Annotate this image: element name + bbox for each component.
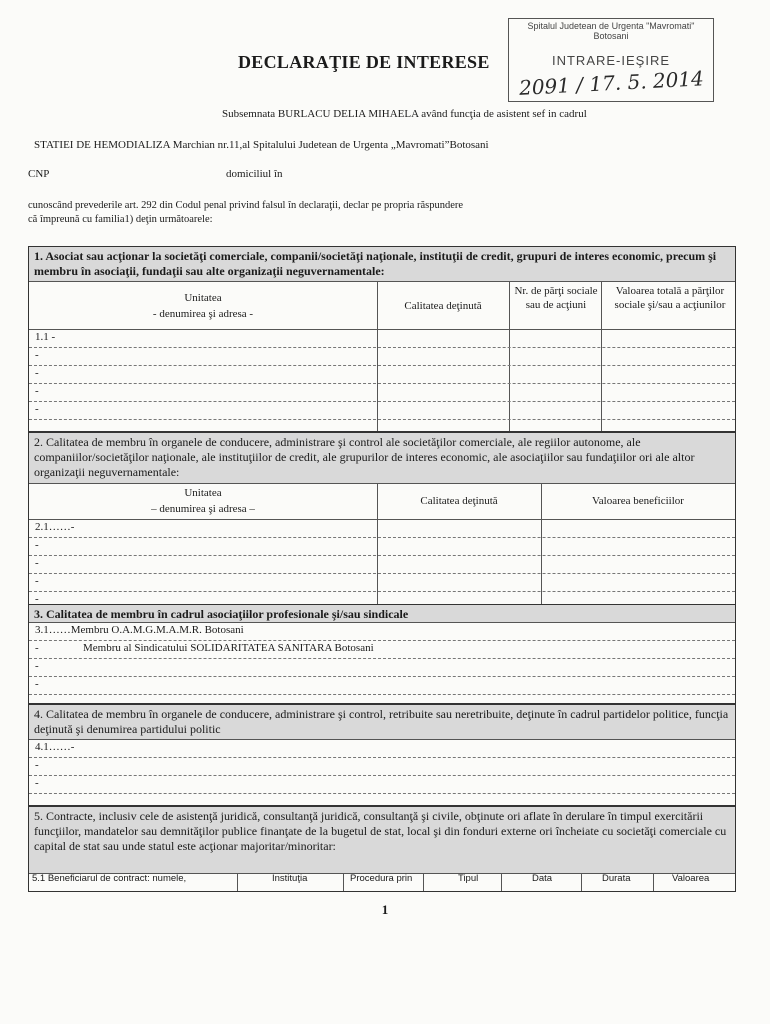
s2-col-unit: Unitatea xyxy=(184,487,222,499)
s1-row-2: - xyxy=(35,349,39,361)
s5-col-date: Data xyxy=(532,873,553,884)
section-1-heading: 1. Asociat sau acţionar la societăţi comerciale, companii/societăţi naţionale, instituţii de credit, grupuri de interes economic, precum şi membru în asociaţii, fundaţii sau alte organizaţii neguvernamentale: xyxy=(29,247,735,281)
s5-col-beneficiary: 5.1 Beneficiarul de contract: numele, xyxy=(32,873,187,884)
s1-row-1: 1.1 - xyxy=(35,331,56,343)
s2-row-1: 2.1……- xyxy=(35,521,75,533)
legal-line-2: că împreună cu familia1) deţin următoarele: xyxy=(28,214,213,225)
section-5-heading: 5. Contracte, inclusiv cele de asistenţă juridică, consultanţă juridică, consultanţă şi civile, obţinute ori aflate în derulare în timpul exercitării funcţiilor, mandatelor sau demnităţilor publice finanţate de la bugetul de stat, local şi din fonduri externe ori încheiate cu societăţi comerciale cu capital de stat sau unde statul este acţionar majoritar/minoritar: xyxy=(29,807,735,873)
s1-row-4: - xyxy=(35,385,39,397)
s2-col-quality: Calitatea deţinută xyxy=(420,495,498,507)
s2-row-3: - xyxy=(35,557,39,569)
s5-col-procedure: Procedura prin xyxy=(350,873,413,884)
section-2-heading: 2. Calitatea de membru în organele de conducere, administrare şi control ale societăţilor comerciale, ale regiilor autonome, ale companiilor/societăţilor naţionale, ale instituţiilor de credit, ale grupurilor de interes economic, ale asociaţiilor sau fundaţiilor ori ale altor organizaţii neguvernamentale: xyxy=(29,433,735,483)
domicile-label: domiciliul în xyxy=(226,168,283,180)
intro-line-2: STATIEI DE HEMODIALIZA Marchian nr.11,al Spitalului Judetean de Urgenta „Mavromati”Botosani xyxy=(34,139,489,151)
s5-col-value: Valoarea xyxy=(672,873,710,884)
s3-row-3: - xyxy=(35,660,39,672)
s3-row-4: - xyxy=(35,678,39,690)
s3-row-1: 3.1……Membru O.A.M.G.M.A.M.R. Botosani xyxy=(35,624,244,636)
s5-col-institution: Instituţia xyxy=(272,873,308,884)
s2-col-value: Valoarea beneficiilor xyxy=(592,495,684,507)
intro-line-1: Subsemnata BURLACU DELIA MIHAELA având funcţia de asistent sef in cadrul xyxy=(222,108,587,120)
section-4-heading: 4. Calitatea de membru în organele de conducere, administrare şi control, retribuite sau neretribuite, deţinute în cadrul partidelor politice, funcţia deţinută şi denumirea partidului politic xyxy=(29,705,735,739)
section-2-table xyxy=(28,432,736,608)
document-title: DECLARAŢIE DE INTERESE xyxy=(238,52,490,72)
stamp-institution: Spitalul Judetean de Urgenta "Mavromati" Botosani xyxy=(527,21,695,41)
s1-col-shares: Nr. de părţi sociale sau de acţiuni xyxy=(514,285,598,311)
s5-col-type: Tipul xyxy=(458,873,479,884)
section-4-table xyxy=(28,704,736,806)
s3-row-2-dash: - xyxy=(35,642,39,654)
legal-line-1: cunoscând prevederile art. 292 din Codul penal privind falsul în declaraţii, declar pe propria răspundere xyxy=(28,200,464,211)
section-1-table xyxy=(28,246,736,432)
s1-row-5: - xyxy=(35,403,39,415)
stamp-handwritten-number: 2091 / 17. 5. 2014 xyxy=(518,66,705,100)
s1-row-3: - xyxy=(35,367,39,379)
s4-row-2: - xyxy=(35,759,39,771)
page-number: 1 xyxy=(381,902,389,917)
s1-col-quality: Calitatea deţinută xyxy=(404,300,482,312)
s1-col-unit: Unitatea xyxy=(184,292,222,304)
s4-row-3: - xyxy=(35,777,39,789)
s1-col-value: Valoarea totală a părţilor sociale şi/sau a acţiunilor xyxy=(614,285,726,311)
s3-row-2: Membru al Sindicatului SOLIDARITATEA SANITARA Botosani xyxy=(83,642,374,654)
s1-col-unit-sub: - denumirea şi adresa - xyxy=(152,308,254,320)
cnp-label: CNP xyxy=(28,168,50,180)
s2-row-4: - xyxy=(35,575,39,587)
s4-row-1: 4.1……- xyxy=(35,741,75,753)
s2-col-unit-sub: – denumirea şi adresa – xyxy=(151,503,255,515)
stamp-label: INTRARE-IEŞIRE xyxy=(551,53,670,68)
section-3-heading: 3. Calitatea de membru în cadrul asociaţiilor profesionale şi/sau sindicale xyxy=(29,605,735,622)
s5-col-duration: Durata xyxy=(602,873,631,884)
registration-stamp xyxy=(508,18,714,102)
s2-row-5: - xyxy=(35,593,39,605)
s2-row-2: - xyxy=(35,539,39,551)
section-3-table xyxy=(28,604,736,704)
